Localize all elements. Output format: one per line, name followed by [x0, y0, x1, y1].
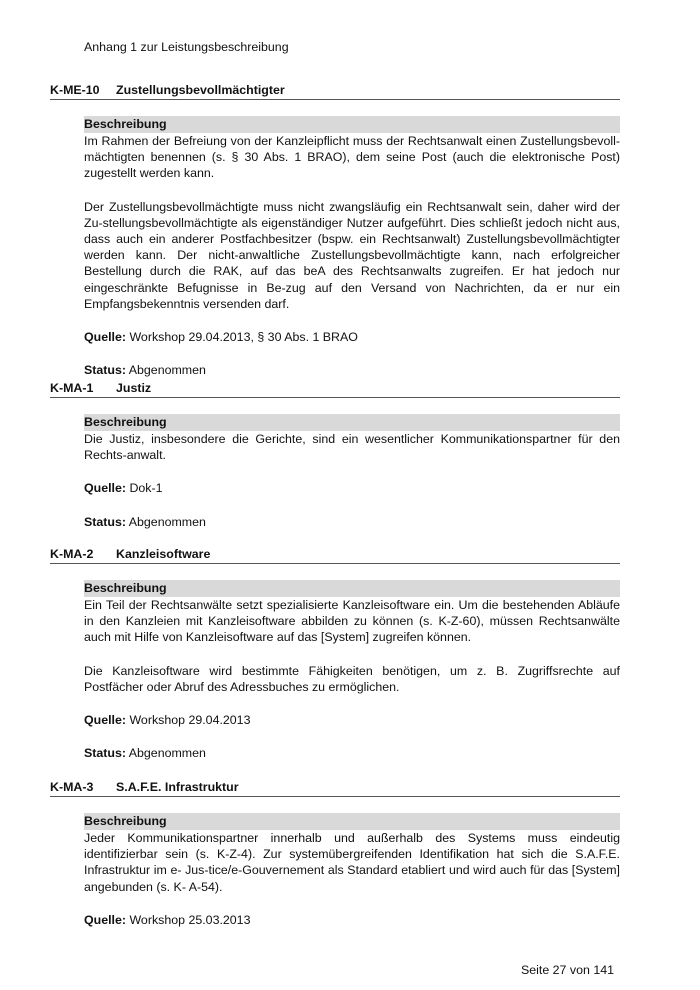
- status-label: Status:: [84, 514, 126, 529]
- section-title: Zustellungsbevollmächtigter: [116, 83, 285, 97]
- source-line: [84, 712, 620, 728]
- source-label: Quelle:: [84, 912, 126, 927]
- requirement-section: [50, 82, 620, 378]
- description-heading: Beschreibung: [84, 813, 620, 830]
- status-value: Abgenommen: [128, 746, 206, 761]
- status-value: Abgenommen: [128, 514, 206, 529]
- source-label: Quelle:: [84, 713, 126, 728]
- status-line: [84, 514, 620, 530]
- section-id: K-ME-10: [50, 83, 100, 97]
- section-heading: [50, 82, 620, 100]
- source-label: Quelle:: [84, 330, 126, 345]
- description-paragraph: Im Rahmen der Befreiung von der Kanzleipflicht muss der Rechtsanwalt einen Zustellungsbevoll-mächtigten benennen (s. § 30 Abs. 1 BRAO), dem seine Post (auch die elektronische Post) zugestellt werden kann.: [84, 134, 620, 181]
- section-title: S.A.F.E. Infrastruktur: [116, 780, 239, 794]
- page-header: Anhang 1 zur Leistungsbeschreibung: [84, 40, 289, 54]
- requirement-section: [50, 546, 620, 761]
- source-line: [84, 480, 620, 496]
- status-line: [84, 362, 620, 378]
- section-heading: [50, 779, 620, 797]
- page-number: Seite 27 von 141: [520, 963, 614, 977]
- requirement-section: [50, 779, 620, 928]
- section-heading: [50, 546, 620, 564]
- source-value: Workshop 29.04.2013: [129, 713, 251, 728]
- source-line: [84, 912, 620, 928]
- description-paragraph: Die Justiz, insbesondere die Gerichte, sind ein wesentlicher Kommunikationspartner für den Rechts-anwalt.: [84, 432, 620, 463]
- status-label: Status:: [84, 363, 126, 378]
- requirement-section: [50, 380, 620, 530]
- section-title: Justiz: [116, 381, 152, 395]
- source-line: [84, 329, 620, 345]
- description-paragraph: Jeder Kommunikationspartner innerhalb und außerhalb des Systems muss eindeutig identifizierbar sein (s. K-Z-4). Zur systemübergreifenden Identifikation hat sich die S.A.F.E. Infrastruktur im e- Jus-tice/e-Gouvernement als Standard etabliert und wird auch für das [System] angebunden (s. K- A-54).: [84, 831, 620, 894]
- status-value: Abgenommen: [128, 363, 206, 378]
- status-line: [84, 745, 620, 761]
- source-value: Workshop 29.04.2013, § 30 Abs. 1 BRAO: [129, 330, 358, 345]
- description-heading: Beschreibung: [84, 580, 620, 597]
- section-id: K-MA-1: [50, 381, 94, 395]
- description-paragraph: Ein Teil der Rechtsanwälte setzt spezialisierte Kanzleisoftware ein. Um die bestehenden Abläufe in den Kanzleien mit Kanzleisoftware abbilden zu können (s. K-Z-60), müssen Rechtsanwälte auch mit Hilfe von Kanzleisoftware auf das [System] zugreifen können.: [84, 598, 620, 645]
- section-title: Kanzleisoftware: [116, 547, 211, 561]
- description-heading: Beschreibung: [84, 414, 620, 431]
- description-paragraph: Der Zustellungsbevollmächtigte muss nicht zwangsläufig ein Rechtsanwalt sein, daher wird der Zu-stellungsbevollmächtigte als eigenständiger Nutzer aufgeführt. Dies schließt jedoch nicht aus, dass auch ein anderer Postfachbesitzer (bspw. ein Rechtsanwalt) Zustellungsbevollmächtigter werden kann. Der nicht-anwaltliche Zustellungsbevollmächtigte kann, nach erfolgreicher Bestellung durch die RAK, auf das beA des Rechtsanwalts zugreifen. Er hat jedoch nur eingeschränkte Befugnisse in Be-zug auf den Versand von Nachrichten, da er nur ein Empfangsbekenntnis versenden darf.: [84, 199, 620, 311]
- description-paragraph: Die Kanzleisoftware wird bestimmte Fähigkeiten benötigen, um z. B. Zugriffsrechte auf Postfächer oder Abruf des Adressbuches zu ermöglichen.: [84, 663, 620, 694]
- description-heading: Beschreibung: [84, 116, 620, 133]
- section-id: K-MA-3: [50, 780, 94, 794]
- section-heading: [50, 380, 620, 398]
- section-id: K-MA-2: [50, 547, 94, 561]
- source-value: Dok-1: [129, 481, 163, 496]
- source-value: Workshop 25.03.2013: [129, 912, 251, 927]
- source-label: Quelle:: [84, 481, 126, 496]
- status-label: Status:: [84, 746, 126, 761]
